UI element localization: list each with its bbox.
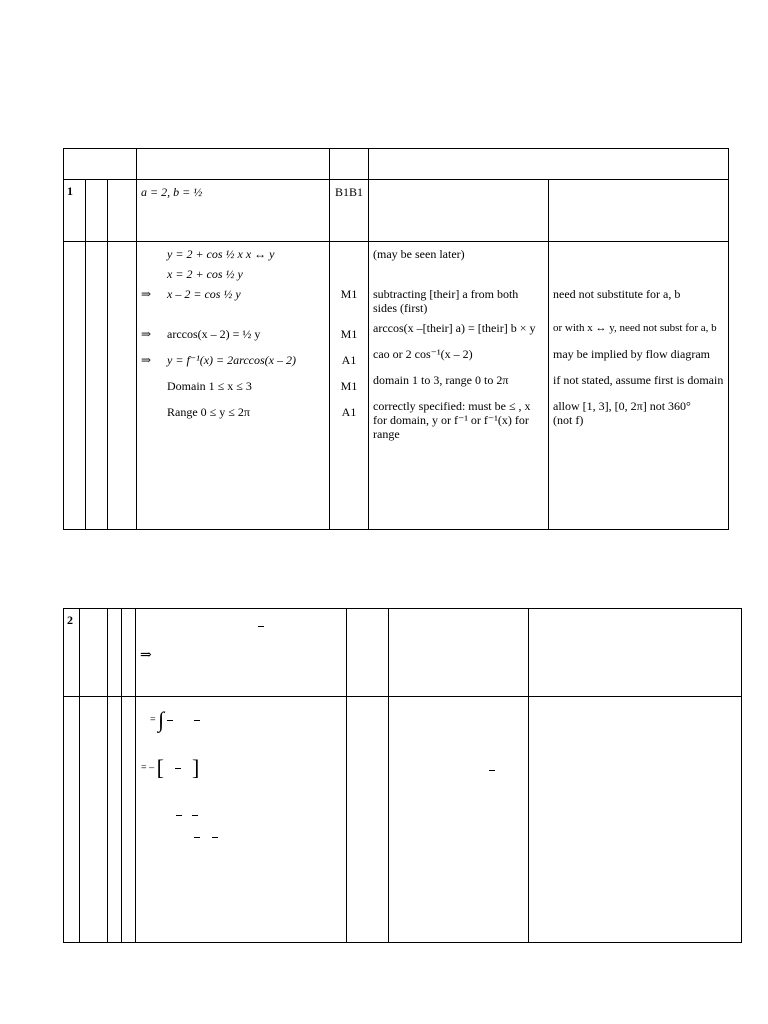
- working-line: ⇒ arccos(x – 2) = ½ y: [141, 327, 261, 341]
- question-number-empty: [64, 697, 80, 943]
- part-cell: [86, 180, 108, 242]
- part-cell: [86, 242, 108, 530]
- header-cell-answer: [137, 149, 330, 180]
- mark-label: B1B1: [335, 185, 364, 199]
- header-cell-guidance: [369, 149, 729, 180]
- working-cell: [136, 697, 347, 943]
- working-line: ⇒ y = f⁻¹(x) = 2arccos(x – 2): [141, 353, 296, 367]
- comment-text: correctly specified: must be ≤ , x for domain, y or f⁻¹ or f⁻¹(x) for range: [373, 399, 531, 441]
- note-cell: [529, 697, 742, 943]
- subpart-cell: [108, 180, 137, 242]
- bracket-left: [: [156, 755, 164, 780]
- note-text: if not stated, assume first is domain: [553, 373, 724, 387]
- comment-text: subtracting [their] a from both sides (first): [373, 287, 519, 315]
- answer-cell: [137, 180, 330, 242]
- note-text: (not f): [553, 413, 584, 427]
- note-cell: [529, 609, 742, 697]
- question-number-empty: [64, 242, 86, 530]
- comment-text: cao or 2 cos⁻¹(x – 2): [373, 347, 473, 361]
- question-number: 1: [64, 180, 86, 242]
- spacer-cell: [122, 697, 136, 943]
- question-2-row: [64, 609, 742, 697]
- part-cell: [80, 609, 108, 697]
- implies-arrow: ⇒: [140, 648, 152, 663]
- note-cell: [549, 242, 729, 530]
- note-text: need not substitute for a, b: [553, 287, 681, 301]
- working-line: Domain 1 ≤ x ≤ 3: [167, 379, 252, 393]
- comment-cell: [369, 242, 549, 530]
- marks-cell: [347, 697, 389, 943]
- comment-text: domain 1 to 3, range 0 to 2π: [373, 373, 509, 387]
- working-line: x = 2 + cos ½ y: [167, 267, 243, 281]
- answer-text: a = 2, b = ½: [141, 185, 203, 199]
- note-cell: [549, 180, 729, 242]
- mark-label: M1: [340, 287, 358, 301]
- evaluated-line: = – [ ]: [141, 755, 200, 780]
- mark-label: A1: [341, 353, 357, 367]
- bracket-right: ]: [191, 755, 200, 780]
- mark-label: M1: [340, 327, 358, 341]
- question-number: 2: [64, 609, 80, 697]
- comment-text: (may be seen later): [373, 247, 465, 261]
- working-line: Range 0 ≤ y ≤ 2π: [167, 405, 250, 419]
- part-cell: [80, 697, 108, 943]
- marks-cell: [347, 609, 389, 697]
- header-cell-marks: [330, 149, 369, 180]
- note-text: allow [1, 3], [0, 2π] not 360°: [553, 399, 691, 413]
- mark-label: M1: [340, 379, 358, 393]
- marks-cell: [330, 180, 369, 242]
- marks-cell: [330, 242, 369, 530]
- integral-line: = ∫: [150, 711, 200, 729]
- integral-sign: ∫: [158, 707, 165, 732]
- working-line: y = 2 + cos ½ x x ↔ y: [167, 247, 275, 261]
- note-text: or with x ↔ y, need not subst for a, b: [553, 322, 717, 334]
- answer-cell: [136, 609, 347, 697]
- mark-scheme-table-q2: [63, 608, 742, 943]
- mark-label: A1: [341, 405, 357, 419]
- subpart-cell: [108, 697, 122, 943]
- working-row: [64, 697, 742, 943]
- comment-cell: [389, 609, 529, 697]
- comment-text: arccos(x –[their] a) = [their] b × y: [373, 321, 536, 335]
- mark-scheme-table-q1: [63, 148, 729, 530]
- subpart-cell: [108, 609, 122, 697]
- header-cell-question: [64, 149, 137, 180]
- subpart-cell: [108, 242, 137, 530]
- comment-cell: [369, 180, 549, 242]
- working-row: [64, 242, 729, 530]
- working-cell: [137, 242, 330, 530]
- working-line: ⇒ x – 2 = cos ½ y: [141, 287, 241, 301]
- note-text: may be implied by flow diagram: [553, 347, 710, 361]
- spacer-cell: [122, 609, 136, 697]
- question-1-row: [64, 180, 729, 242]
- comment-cell: [389, 697, 529, 943]
- table-header-row: [64, 149, 729, 180]
